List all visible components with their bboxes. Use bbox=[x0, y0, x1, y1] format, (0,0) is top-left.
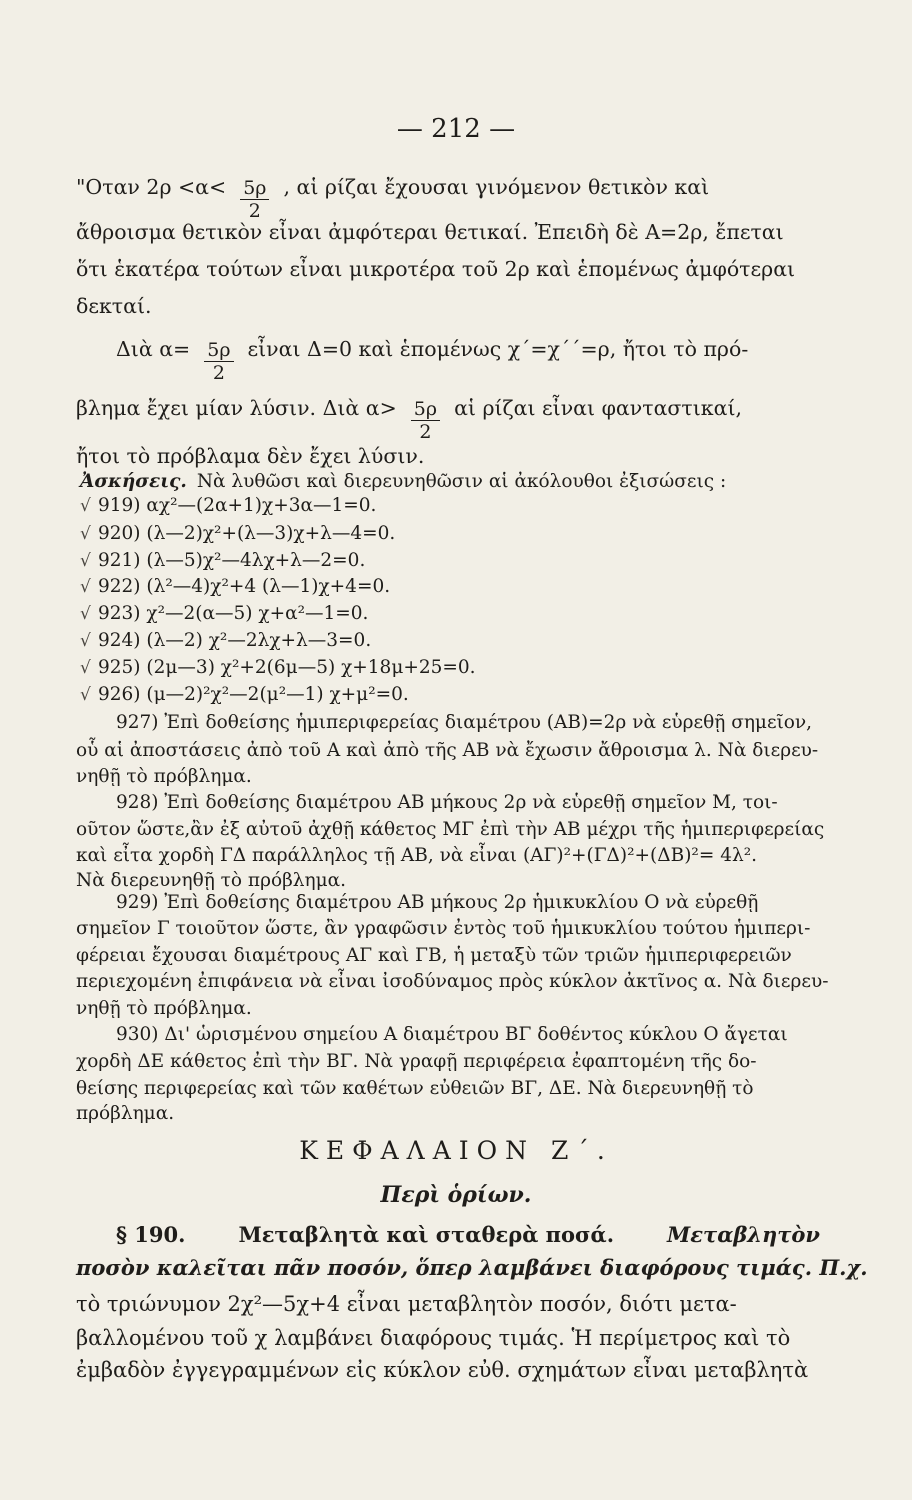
problem-930-line2: χορδὴ ΔΕ κάθετος ἐπὶ τὴν ΒΓ. Νὰ γραφῇ περιφέρεια ἐφαπτομένη τῆς δο- bbox=[76, 1051, 757, 1072]
para2-line2 bbox=[76, 393, 820, 443]
checkmark-icon: √ bbox=[80, 524, 91, 544]
problem-927-line3: νηθῇ τὸ πρόβλημα. bbox=[76, 766, 252, 787]
para1-line1 bbox=[76, 172, 820, 222]
equation-921 bbox=[80, 549, 824, 573]
equation-text: 921) (λ—5)χ²—4λχ+λ—2=0. bbox=[98, 550, 366, 571]
section-190-line5: ἐμβαδὸν ἐγγεγραμμένων εἰς κύκλον εὐθ. σχημάτων εἶναι μεταβλητὰ bbox=[76, 1358, 809, 1382]
fraction-5r-over-2 bbox=[411, 398, 440, 443]
problem-927-line2: οὗ αἱ ἀποστάσεις ἀπὸ τοῦ Α καὶ ἀπὸ τῆς ΑΒ νὰ ἔχωσιν ἄθροισμα λ. Νὰ διερευ- bbox=[76, 740, 819, 761]
equation-919 bbox=[80, 494, 824, 518]
equation-text: 922) (λ²—4)χ²+4 (λ—1)χ+4=0. bbox=[98, 576, 391, 597]
fraction-numerator: 5ρ bbox=[204, 339, 233, 362]
checkmark-icon: √ bbox=[80, 551, 91, 571]
chapter-subtitle: Περὶ ὁρίων. bbox=[380, 1182, 532, 1208]
equation-text: 923) χ²—2(α—5) χ+α²—1=0. bbox=[98, 603, 369, 624]
para2-line1 bbox=[116, 334, 820, 384]
fraction-numerator: 5ρ bbox=[411, 398, 440, 421]
checkmark-icon: √ bbox=[80, 658, 91, 678]
exercises-heading bbox=[80, 469, 824, 495]
para1-line4: δεκταί. bbox=[76, 294, 152, 318]
checkmark-icon: √ bbox=[80, 577, 91, 597]
equation-925 bbox=[80, 656, 824, 680]
problem-929-line4: περιεχομένη ἐπιφάνεια νὰ εἶναι ἰσοδύναμος πρὸς κύκλον ἀκτῖνος α. Νὰ διερευ- bbox=[76, 971, 829, 992]
problem-929-line1: 929) Ἐπὶ δοθείσης διαμέτρου ΑΒ μήκους 2ρ ἡμικυκλίου Ο νὰ εὑρεθῇ bbox=[116, 892, 759, 913]
problem-928-line1: 928) Ἐπὶ δοθείσης διαμέτρου ΑΒ μήκους 2ρ νὰ εὑρεθῇ σημεῖον Μ, τοι- bbox=[116, 792, 778, 813]
problem-930-line3: θείσης περιφερείας καὶ τῶν καθέτων εὐθειῶν ΒΓ, ΔΕ. Νὰ διερευνηθῇ τὸ bbox=[76, 1078, 754, 1099]
section-190-line4: βαλλομένου τοῦ χ λαμβάνει διαφόρους τιμάς. Ἡ περίμετρος καὶ τὸ bbox=[76, 1326, 791, 1350]
equation-text: 924) (λ—2) χ²—2λχ+λ—3=0. bbox=[98, 630, 372, 651]
equation-text: 920) (λ—2)χ²+(λ—3)χ+λ—4=0. bbox=[98, 523, 396, 544]
equation-text: 925) (2μ—3) χ²+2(6μ—5) χ+18μ+25=0. bbox=[98, 657, 476, 678]
para2-line2-a: βλημα ἔχει μίαν λύσιν. Διὰ α> bbox=[76, 396, 397, 420]
fraction-5r-over-2 bbox=[240, 177, 269, 222]
equation-922 bbox=[80, 575, 824, 599]
problem-929-line5: νηθῇ τὸ πρόβλημα. bbox=[76, 998, 252, 1019]
fraction-5r-over-2 bbox=[204, 339, 233, 384]
para2-line1-b: εἶναι Δ=0 καὶ ἑπομένως χ΄=χ΄΄=ρ, ἤτοι τὸ πρό- bbox=[247, 337, 749, 361]
problem-928-line3: καὶ εἶτα χορδὴ ΓΔ παράλληλος τῇ ΑΒ, νὰ εἶναι (ΑΓ)²+(ΓΔ)²+(ΔΒ)²= 4λ². bbox=[76, 845, 758, 866]
problem-927-line1: 927) Ἐπὶ δοθείσης ἡμιπεριφερείας διαμέτρου (ΑΒ)=2ρ νὰ εὑρεθῇ σημεῖον, bbox=[116, 712, 813, 733]
section-title: Μεταβλητὰ καὶ σταθερὰ ποσά. bbox=[238, 1222, 615, 1247]
fraction-denominator: 2 bbox=[419, 421, 432, 443]
problem-930-line4: πρόβλημα. bbox=[76, 1103, 175, 1124]
equation-924 bbox=[80, 629, 824, 653]
section-190-line3: τὸ τριώνυμον 2χ²—5χ+4 εἶναι μεταβλητὸν ποσόν, διότι μετα- bbox=[76, 1292, 737, 1316]
problem-928-line2: οῦτον ὥστε,ἂν ἐξ αὐτοῦ ἀχθῇ κάθετος ΜΓ ἐπὶ τὴν ΑΒ μέχρι τῆς ἡμιπεριφερείας bbox=[76, 819, 825, 840]
para2-line1-a: Διὰ α= bbox=[116, 337, 191, 361]
equation-text: 926) (μ—2)²χ²—2(μ²—1) χ+μ²=0. bbox=[98, 684, 409, 705]
equation-920 bbox=[80, 522, 824, 546]
problem-928-line4: Νὰ διερευνηθῇ τὸ πρόβλημα. bbox=[76, 870, 347, 891]
para1-line2: ἄθροισμα θετικὸν εἶναι ἀμφότεραι θετικαί. Ἐπειδὴ δὲ Α=2ρ, ἔπεται bbox=[76, 220, 784, 244]
para1-line3: ὅτι ἑκατέρα τούτων εἶναι μικροτέρα τοῦ 2ρ καὶ ἑπομένως ἀμφότεραι bbox=[76, 257, 796, 281]
equation-923 bbox=[80, 602, 824, 626]
checkmark-icon: √ bbox=[80, 685, 91, 705]
exercises-label: Ἀσκήσεις. bbox=[80, 471, 187, 492]
checkmark-icon: √ bbox=[80, 496, 91, 516]
problem-929-line3: φέρειαι ἔχουσαι διαμέτρους ΑΓ καὶ ΓΒ, ἡ μεταξὺ τῶν τριῶν ἡμιπεριφερειῶν bbox=[76, 945, 792, 966]
fraction-numerator: 5ρ bbox=[240, 177, 269, 200]
checkmark-icon: √ bbox=[80, 631, 91, 651]
equation-text: 919) αχ²—(2α+1)χ+3α—1=0. bbox=[98, 495, 377, 516]
section-190-line1 bbox=[116, 1220, 820, 1250]
problem-929-line2: σημεῖον Γ τοιοῦτον ὥστε, ἂν γραφῶσιν ἐντὸς τοῦ ἡμικυκλίου τούτου ἡμιπερι- bbox=[76, 918, 811, 939]
checkmark-icon: √ bbox=[80, 604, 91, 624]
para1-line1-b: , αἱ ρίζαι ἔχουσαι γινόμενον θετικὸν καὶ bbox=[283, 175, 710, 199]
section-190-line2: ποσὸν καλεῖται πᾶν ποσόν, ὅπερ λαμβάνει διαφόρους τιμάς. Π.χ. bbox=[76, 1255, 868, 1280]
problem-930-line1: 930) Δι' ὡρισμένου σημείου Α διαμέτρου ΒΓ δοθέντος κύκλου Ο ἄγεται bbox=[116, 1024, 788, 1045]
para1-line1-a: "Οταν 2ρ <α< bbox=[76, 175, 227, 199]
page-number: — 212 — bbox=[396, 114, 516, 144]
fraction-denominator: 2 bbox=[248, 200, 261, 222]
chapter-title: ΚΕΦΑΛΑΙΟΝ Ζ΄. bbox=[299, 1136, 613, 1165]
section-number: § 190. bbox=[116, 1222, 186, 1247]
para2-line2-b: αἱ ρίζαι εἶναι φανταστικαί, bbox=[454, 396, 743, 420]
exercises-text: Νὰ λυθῶσι καὶ διερευνηθῶσιν αἱ ἀκόλουθοι ἐξισώσεις : bbox=[196, 471, 727, 492]
equation-926 bbox=[80, 683, 824, 707]
fraction-denominator: 2 bbox=[212, 362, 225, 384]
section-line1-rest: Μεταβλητὸν bbox=[667, 1222, 820, 1247]
para2-line3: ἤτοι τὸ πρόβλαμα δὲν ἔχει λύσιν. bbox=[76, 444, 425, 468]
